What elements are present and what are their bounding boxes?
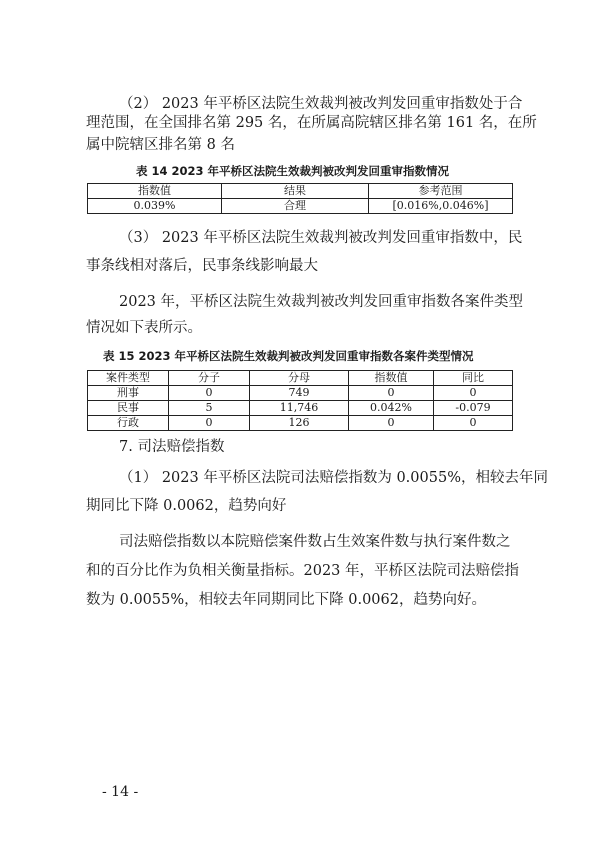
- table-cell: 749: [250, 386, 349, 401]
- section-7-p2-line-3: 数为 0.0055%，相较去年同期同比下降 0.0062，趋势向好。: [86, 592, 486, 608]
- table-cell: 民事: [88, 401, 169, 416]
- table-header-cell: 结果: [222, 184, 369, 199]
- table-header-cell: 案件类型: [88, 371, 169, 386]
- paragraph-3-line-2: 事条线相对落后，民事条线影响最大: [86, 258, 318, 274]
- page-number: - 14 -: [102, 784, 139, 800]
- table-header-row: [88, 184, 513, 199]
- table-cell: 5: [169, 401, 250, 416]
- table-cell: 0: [434, 386, 513, 401]
- section-7-p2-line-2: 和的百分比作为负相关衡量指标。2023 年，平桥区法院司法赔偿指: [86, 563, 520, 579]
- table-row: [88, 401, 513, 416]
- table-cell: 11,746: [250, 401, 349, 416]
- table-cell: 0.039%: [88, 199, 222, 214]
- paragraph-4-line-2: 情况如下表所示。: [86, 320, 202, 336]
- table-header-cell: 指数值: [349, 371, 434, 386]
- table-cell: 行政: [88, 416, 169, 431]
- table-header-cell: 同比: [434, 371, 513, 386]
- paragraph-2-line-2: 理范围，在全国排名第 295 名，在所属高院辖区排名第 161 名，在所: [86, 115, 537, 131]
- section-7-p2-line-1: 司法赔偿指数以本院赔偿案件数占生效案件数与执行案件数之: [119, 534, 511, 550]
- table-cell: 合理: [222, 199, 369, 214]
- paragraph-2-line-3: 属中院辖区排名第 8 名: [86, 137, 235, 153]
- table-cell: 刑事: [88, 386, 169, 401]
- table-cell: 0: [169, 416, 250, 431]
- table-cell: 0: [349, 416, 434, 431]
- table-cell: [0.016%,0.046%]: [369, 199, 513, 214]
- section-7-heading: 7. 司法赔偿指数: [119, 439, 225, 455]
- table-header-row: [88, 371, 513, 386]
- table-row: [88, 416, 513, 431]
- table-15-caption: 表 15 2023 年平桥区法院生效裁判被改判发回重审指数各案件类型情况: [103, 349, 474, 363]
- table-row: [88, 199, 513, 214]
- table-15: [87, 370, 513, 431]
- table-header-cell: 参考范围: [369, 184, 513, 199]
- table-cell: -0.079: [434, 401, 513, 416]
- section-7-p1-line-2: 期同比下降 0.0062，趋势向好: [86, 498, 287, 514]
- table-cell: 0.042%: [349, 401, 434, 416]
- table-cell: 0: [349, 386, 434, 401]
- paragraph-3-line-1: （3） 2023 年平桥区法院生效裁判被改判发回重审指数中，民: [119, 230, 523, 246]
- table-cell: 0: [169, 386, 250, 401]
- table-row: [88, 386, 513, 401]
- table-header-cell: 分母: [250, 371, 349, 386]
- table-cell: 126: [250, 416, 349, 431]
- table-14: [87, 183, 513, 214]
- table-header-cell: 分子: [169, 371, 250, 386]
- paragraph-4-line-1: 2023 年，平桥区法院生效裁判被改判发回重审指数各案件类型: [119, 294, 524, 310]
- section-7-p1-line-1: （1） 2023 年平桥区法院司法赔偿指数为 0.0055%，相较去年同: [119, 470, 548, 486]
- table-cell: 0: [434, 416, 513, 431]
- paragraph-2-line-1: （2） 2023 年平桥区法院生效裁判被改判发回重审指数处于合: [119, 96, 523, 112]
- table-header-cell: 指数值: [88, 184, 222, 199]
- table-14-caption: 表 14 2023 年平桥区法院生效裁判被改判发回重审指数情况: [136, 164, 450, 178]
